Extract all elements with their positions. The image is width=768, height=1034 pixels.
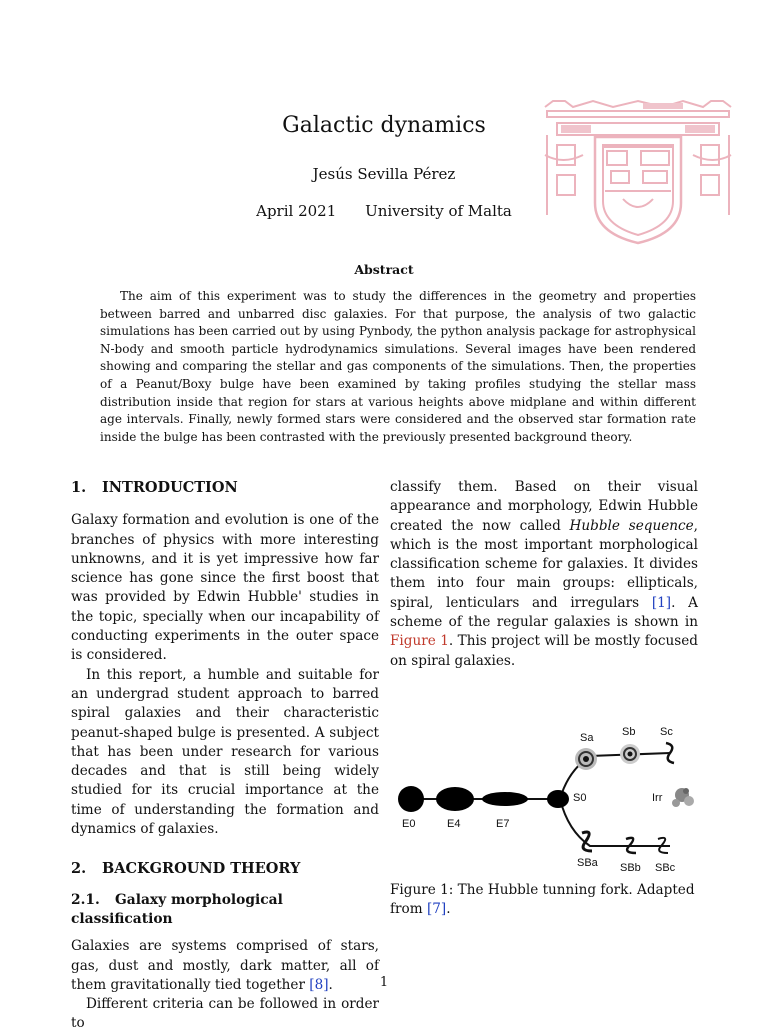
- paper-title: Galactic dynamics: [282, 113, 486, 138]
- abstract-heading: Abstract: [354, 262, 414, 277]
- paragraph-text: . A scheme of the regular galaxies is shown in: [390, 594, 698, 631]
- caption-text: Figure 1: The Hubble tunning fork. Adapted from: [390, 881, 695, 918]
- section-heading-introduction: [71, 478, 379, 497]
- affiliation: University of Malta: [365, 202, 512, 220]
- label-sbb: SBb: [620, 861, 641, 871]
- citation-link[interactable]: [8]: [309, 976, 329, 993]
- subsection-heading-morphology: [71, 891, 379, 930]
- classification-paragraph: [390, 478, 698, 671]
- date: April 2021: [256, 202, 337, 220]
- hubble-fork-figure: [390, 721, 698, 871]
- paragraph-text: . This project will be mostly focused on spiral galaxies.: [390, 633, 698, 669]
- section-title: BACKGROUND THEORY: [102, 860, 301, 878]
- label-irr: Irr: [652, 791, 663, 804]
- hubble-sequence-term: Hubble sequence: [569, 517, 694, 534]
- page-number: 1: [379, 975, 389, 990]
- subsection-title: Galaxy morphological classification: [71, 891, 283, 927]
- citation-link[interactable]: [1]: [651, 594, 672, 611]
- sb-galaxy-icon: [620, 744, 640, 764]
- citation-link[interactable]: [7]: [426, 901, 447, 918]
- label-sba: SBa: [577, 856, 598, 869]
- label-sb: Sb: [622, 725, 636, 738]
- figure-reference-link[interactable]: Figure 1: [390, 633, 449, 650]
- e7-galaxy-icon: [482, 792, 528, 806]
- subsection-number: 2.1.: [71, 891, 100, 908]
- sa-galaxy-icon: [575, 748, 597, 770]
- irr-galaxy-icon: [672, 788, 694, 807]
- hubble-fork-diagram: [390, 721, 698, 871]
- paragraph-text: , which is the most important morphological classification scheme for galaxies. It divides them into four main groups: ellipticals, spiral, lenticulars and irregulars: [390, 517, 698, 611]
- paragraph-text: classify them. Based on their visual appearance and morphology, Edwin Hubble created the now called: [390, 479, 698, 534]
- abstract-text: The aim of this experiment was to study the differences in the geometry and properties between barred and unbarred disc galaxies. For that purpose, the analysis of two galactic simulations has been carried out by using Pynbody, the python analysis package for astrophysical N-body and smooth particle hydrodynamics simulations. Several images have been rendered showing and comparing the stellar and gas components of the simulations. Then, the properties of a Peanut/Boxy bulge have been examined by taking profiles studying the stellar mass distribution inside that region for stars at various heights above midplane and within different age intervals. Finally, newly formed stars were considered and the observed star formation rate inside the bulge has been contrasted with the previously presented background theory.: [100, 289, 696, 444]
- author-name: Jesús Sevilla Pérez: [312, 165, 456, 183]
- right-column: [390, 478, 698, 920]
- intro-paragraph-2: In this report, a humble and suitable for an undergrad student approach to barred spiral galaxies and their characteristic peanut-shaped bulge is presented. A subject that has been under research for various decades and that is still being widely studied for its crucial importance at the time of understanding the formation and dynamics of galaxies.: [71, 666, 379, 838]
- label-e4: E4: [447, 817, 461, 830]
- caption-text: .: [446, 901, 451, 918]
- paragraph-text: .: [328, 976, 333, 993]
- e4-galaxy-icon: [436, 787, 474, 811]
- section-number: 1.: [71, 479, 87, 496]
- label-e0: E0: [402, 817, 416, 830]
- date-affiliation-line: [0, 202, 768, 220]
- section-number: 2.: [71, 860, 87, 878]
- label-s0: S0: [573, 791, 587, 804]
- section-title: INTRODUCTION: [102, 479, 238, 496]
- e0-galaxy-icon: [398, 786, 424, 812]
- left-column: [71, 478, 379, 1034]
- label-sbc: SBc: [655, 861, 676, 871]
- figure-caption: [390, 881, 698, 920]
- background-paragraph-2: Different criteria can be followed in order to: [71, 996, 379, 1032]
- label-sc: Sc: [660, 725, 673, 738]
- label-sa: Sa: [580, 731, 594, 744]
- section-heading-background: [71, 859, 379, 878]
- paragraph-text: Galaxies are systems comprised of stars, gas, dust and mostly, dark matter, all of them gravitationally tied together: [71, 938, 379, 993]
- s0-galaxy-icon: [547, 790, 569, 808]
- intro-paragraph-1: Galaxy formation and evolution is one of the branches of physics with more interesting unknowns, and it is yet impressive how far science has gone since the first boost that was provided by Edwin Hubble' studies in the topic, specially when our incapability of conducting experiments in the outer space is considered.: [71, 512, 379, 664]
- label-e7: E7: [496, 817, 510, 830]
